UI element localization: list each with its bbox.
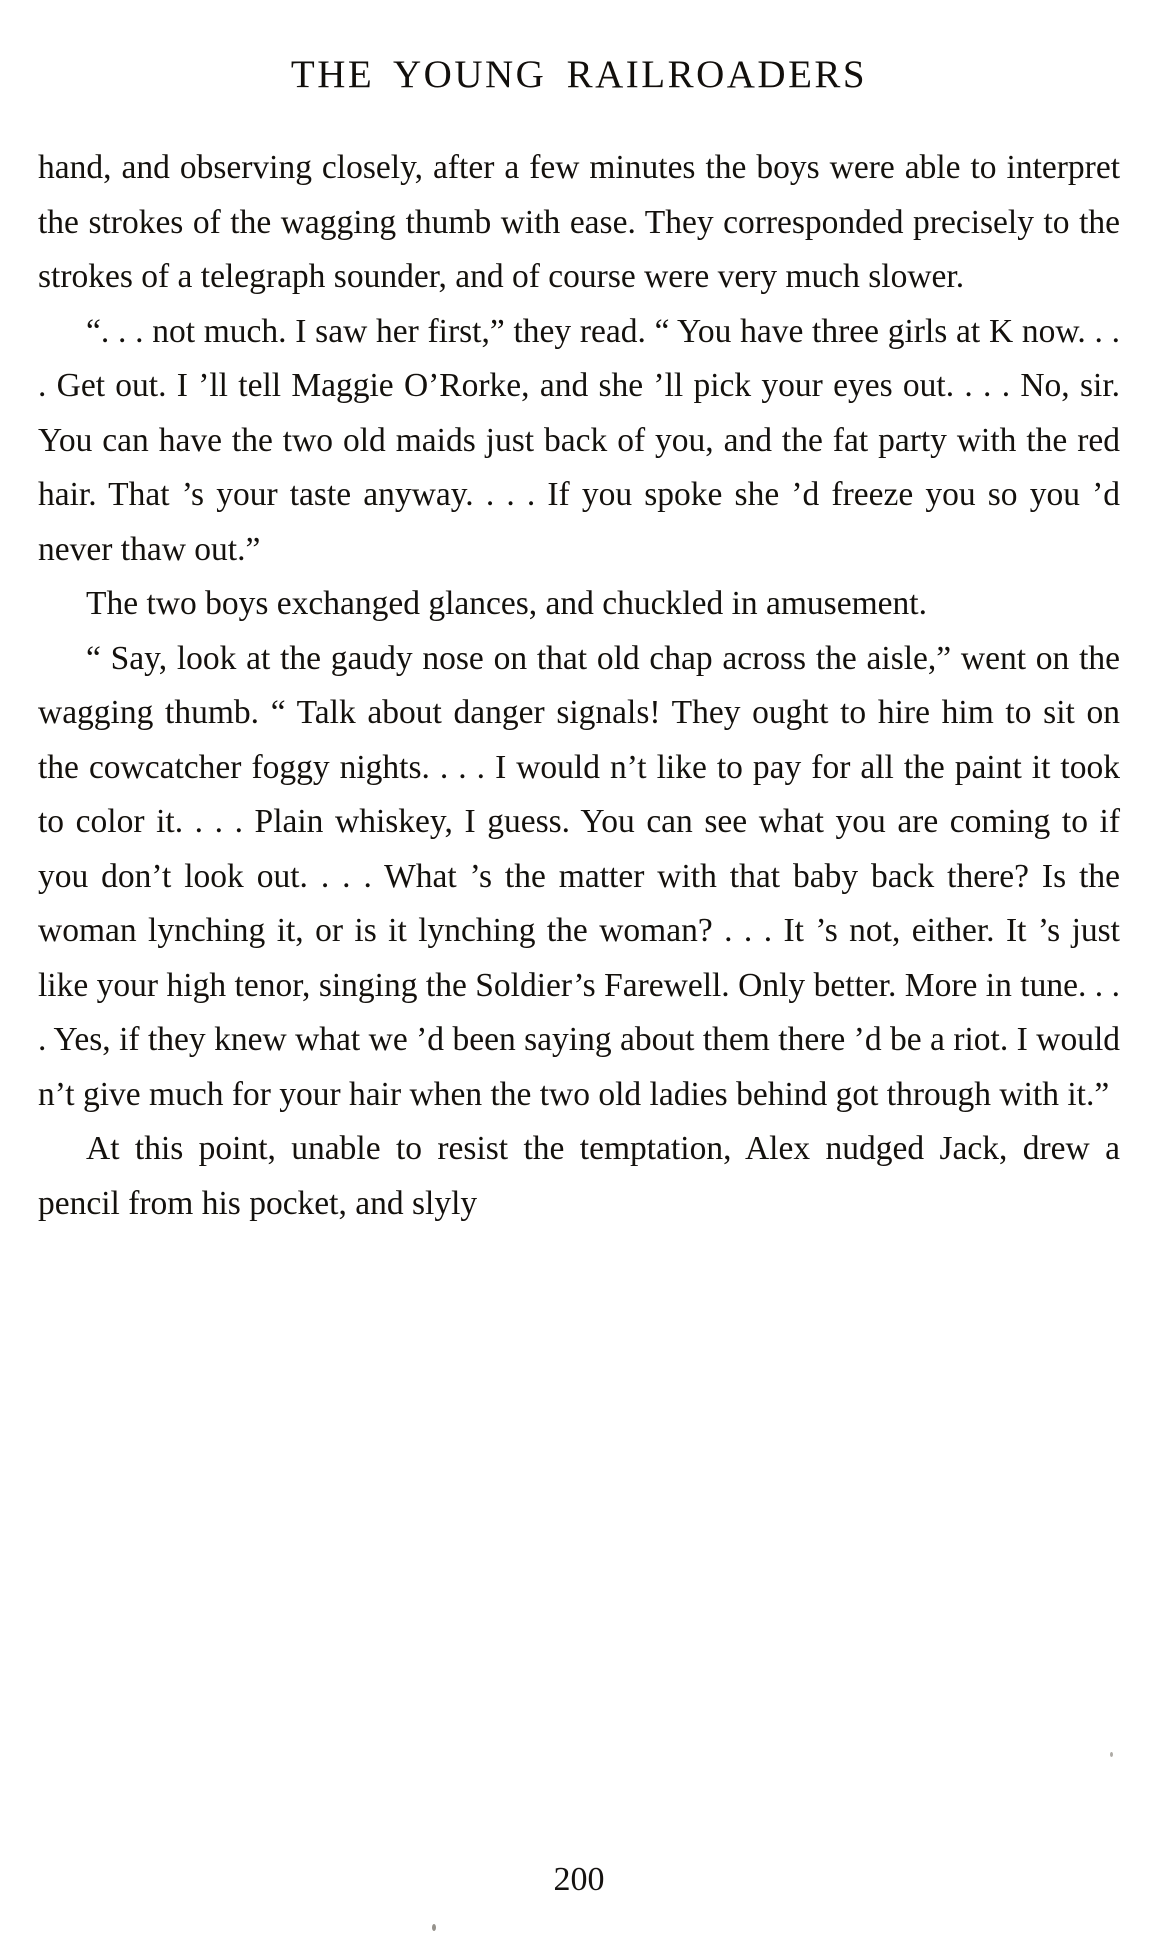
body-text bbox=[38, 141, 1120, 1231]
page-title: THE YOUNG RAILROADERS bbox=[290, 53, 868, 96]
paragraph: At this point, unable to resist the temptation, Alex nudged Jack, drew a pencil from his pocket, and slyly bbox=[38, 1130, 1120, 1222]
scan-speck bbox=[1110, 1752, 1113, 1757]
paragraph: The two boys exchanged glances, and chuckled in amusement. bbox=[86, 585, 927, 622]
paragraph: “. . . not much. I saw her first,” they read. “ You have three girls at K now. . . . Get out. I ’ll tell Maggie O’Rorke, and she ’ll pick your eyes out. . . . No, sir. You can have the two old maids just back of you, and the fat party with the red hair. That ’s your taste anyway. . . . If you spoke she ’d freeze you so you ’d never thaw out.” bbox=[38, 312, 1120, 568]
page-number: 200 bbox=[553, 1861, 605, 1898]
paragraph: “ Say, look at the gaudy nose on that old chap across the aisle,” went on the wagging thumb. “ Talk about danger signals! They ought to hire him to sit on the cowcatcher foggy nights. . . . I would n’t like to pay for all the paint it took to color it. . . . Plain whiskey, I guess. You can see what you are coming to if you don’t look out. . . . What ’s the matter with that baby back there? Is the woman lynching it, or is it lynching the woman? . . . It ’s not, either. It ’s just like your high tenor, singing the Soldier’s Farewell. Only better. More in tune. . . . Yes, if they knew what we ’d been saying about them there ’d be a riot. I would n’t give much for your hair when the two old ladies behind got through with it.” bbox=[38, 639, 1120, 1113]
scan-speck bbox=[432, 1924, 436, 1931]
book-page bbox=[0, 52, 1158, 1957]
paragraph: hand, and observing closely, after a few minutes the boys were able to interpret the strokes of the wagging thumb with ease. They corresponded precisely to the strokes of a telegraph sounder, and of course were very much slower. bbox=[38, 149, 1120, 295]
